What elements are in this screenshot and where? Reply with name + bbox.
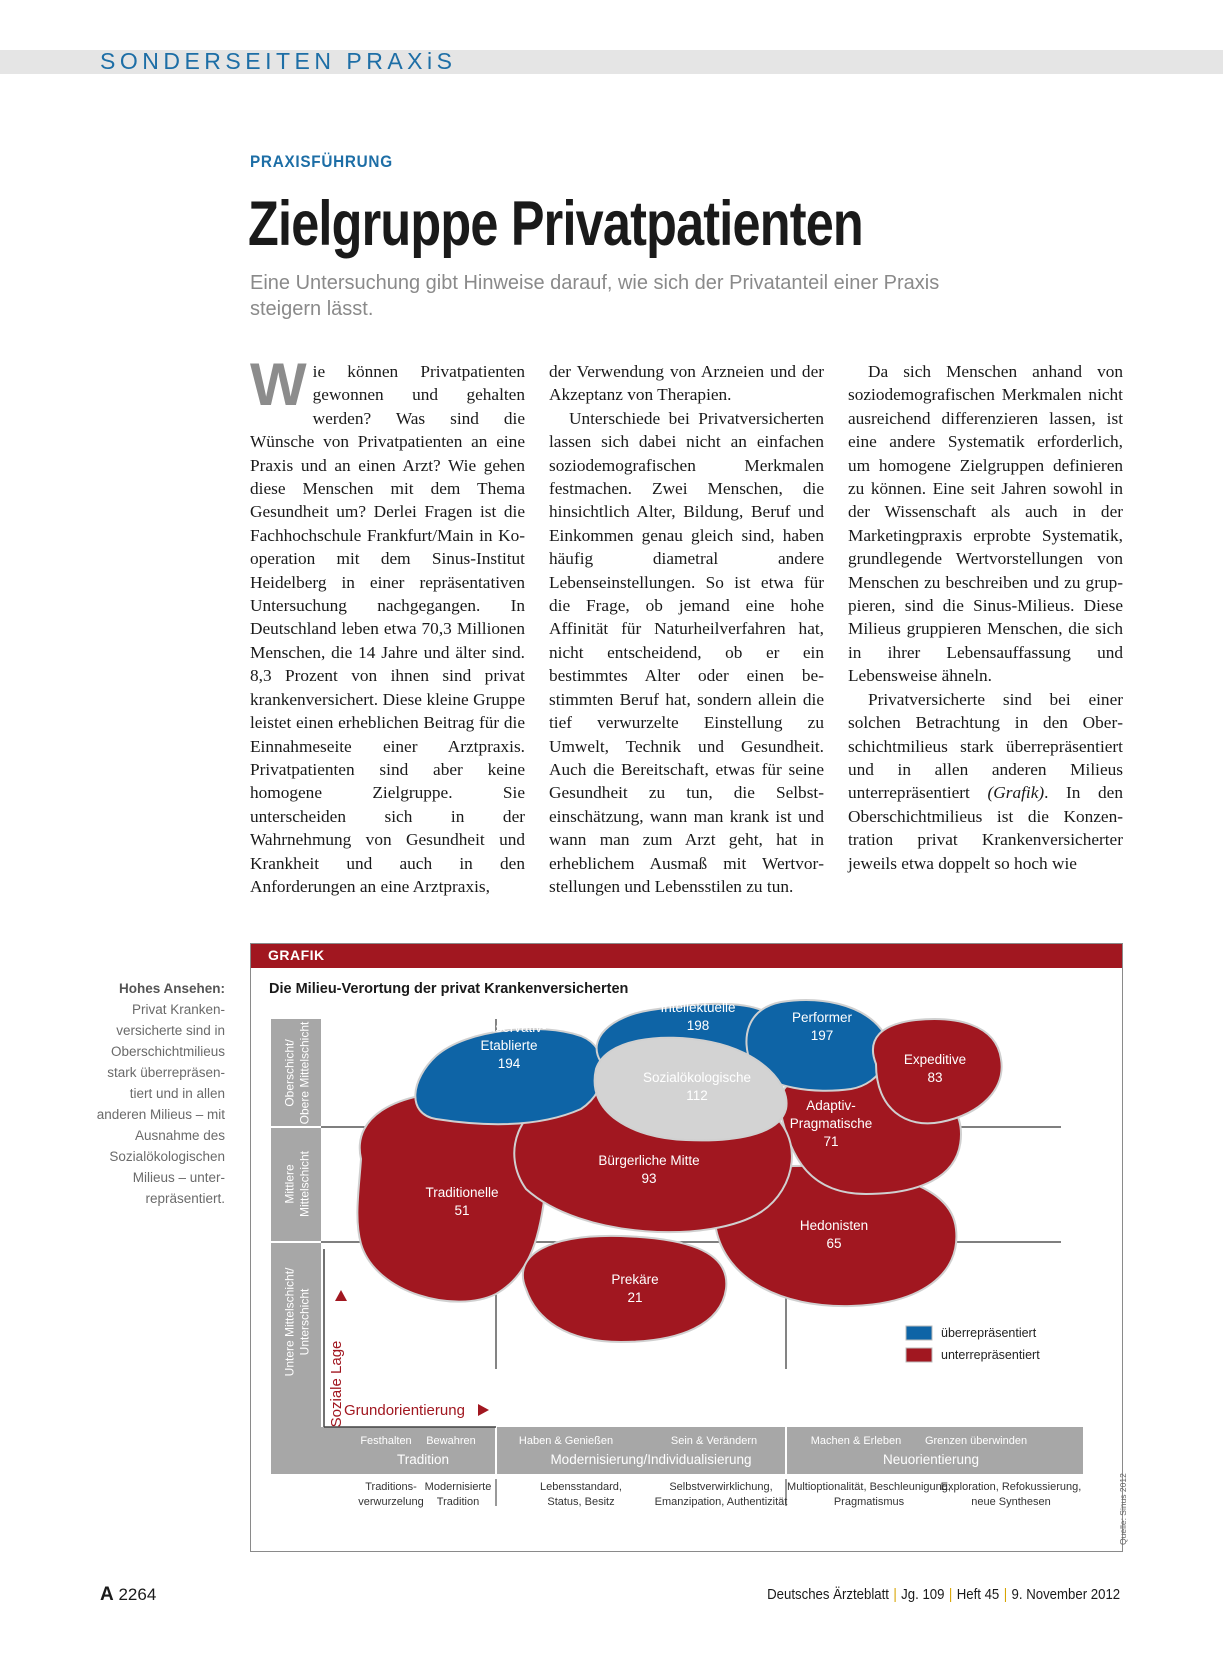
milieu-label: Konservativ-Etablierte	[471, 1020, 547, 1053]
x-sub-label: Sein & Verändern	[670, 1435, 758, 1447]
text-column-1	[250, 351, 525, 898]
article-title: Zielgruppe Privatpatienten	[248, 189, 863, 259]
y-axis-label-text: Soziale Lage	[328, 1340, 345, 1428]
milieu-chart	[251, 944, 1124, 1553]
paragraph: Unterschiede bei Privatversicherten lassen sich dabei nicht an einfachen soziodemografischen Merkmalen festmachen. Zwei Menschen, die hinsichtlich Alter, Bildung, Beruf und Einkommen genau gleich sind, haben häufig diametral andere Lebenseinstellungen. So ist etwa für die Frage, ob jemand eine hohe Affinität für Naturheilverfahren hat, nicht entscheidend, ob er ein bestimmtes Alter oder einen bestimmten Beruf hat, sondern allein die tief verwurzelte Einstellung zu Umwelt, Technik und Gesundheit. Auch die Bereitschaft, etwas für seine Gesundheit zu tun, die Selbsteinschätzung, wann man krank ist und wann man zum Arzt geht, hat in erheblichem Ausmaß mit Wertvorstellungen und Lebensstilen zu tun.	[549, 408, 824, 896]
y-axis-label	[328, 1341, 345, 1428]
journal-footer: Deutsches Ärzteblatt | Jg. 109 | Heft 45 | 9. November 2012	[767, 1586, 1120, 1603]
milieu-label: Sozialökologische	[642, 1070, 752, 1085]
x-axis-label: Grundorientierung	[344, 1402, 465, 1419]
article-lead: Eine Untersuchung gibt Hinweise darauf, wie sich der Privatanteil einer Praxis steigern lässt.	[250, 272, 940, 320]
x-desc-label: Exploration, Refokussierung, neue Synthesen	[940, 1481, 1082, 1508]
legend-label: überrepräsentiert	[941, 1326, 1037, 1340]
paragraph: Da sich Menschen anhand von soziodemografischen Merkmalen nicht ausreichend differenzieren lassen, ist eine andere Systematik erforderlich, um homogene Zielgruppen definieren zu können. Eine seit Jahren sowohl in der Wissenschaft als auch in der Marketingpraxis erprobte Systematik, grundlegende Wertvorstellungen von Menschen zu beschreiben und zu gruppieren, sind die Sinus-Milieus. Diese Milieus gruppieren Menschen, die sich in ihrer Lebensauffassung und Lebensweise ähneln.	[848, 362, 1123, 686]
x-sub-label: Grenzen überwinden	[924, 1435, 1028, 1447]
milieu-index: 194	[497, 1056, 521, 1071]
article-kicker: PRAXISFÜHRUNG	[250, 152, 393, 171]
milieu-index: 93	[641, 1171, 657, 1186]
figure-caption	[90, 978, 225, 1209]
paragraph-text: ie können Privatpatienten gewonnen und gehalten werden? Was sind die Wünsche von Privatpatienten an eine Praxis und an einen Arzt? Wie gehen diese Menschen mit dem Thema Gesundheit um? Derlei Fragen ist die Fachhochschule Frankfurt/Main in Kooperation mit dem Sinus-Institut Heidelberg in einer repräsentativen Untersuchung nachgegangen. In Deutschland leben etwa 70,3 Millionen Menschen, die 14 Jahre und älter sind. 8,3 Prozent von ihnen sind privat krankenversichert. Diese kleine Gruppe leistet einen erheblichen Beitrag für die Einnahmeseite einer Arztpraxis. Privatpatienten sind aber keine homogene Zielgruppe. Sie unterscheiden sich in der Wahrnehmung von Gesundheit und Krankheit und auch in den Anforderungen an eine Arztpraxis,	[250, 362, 525, 896]
x-desc-label: Traditions-verwurzelung	[358, 1481, 424, 1508]
x-group-label: Neuorientierung	[882, 1452, 980, 1467]
milieu-label: Performer	[791, 1010, 853, 1025]
caption-title: Hohes Ansehen:	[118, 981, 225, 996]
x-sub-label: Bewahren	[426, 1435, 476, 1447]
y-band-label-line: Unterschicht	[297, 1288, 312, 1356]
x-group-label: Modernisierung/Individualisierung	[550, 1452, 752, 1467]
paragraph	[250, 351, 525, 898]
x-desc-label: Lebensstandard, Status, Besitz	[540, 1481, 622, 1508]
x-desc-label: Modernisierte Tradition	[424, 1481, 492, 1508]
paragraph-text: Privatversicherte sind bei einer solchen Betrachtung in den Oberschichtmilieus stark überrepräsentiert und in allen anderen Milieus unterrepräsentiert	[848, 689, 1123, 803]
milieu-label: Expeditive	[903, 1052, 967, 1067]
milieu-index: 198	[686, 1018, 710, 1033]
graphic-title: Die Milieu-Verortung der privat Krankenversicherten	[269, 981, 629, 997]
section-title: SONDERSEITEN PRAXiS	[100, 48, 457, 74]
text-column-2	[549, 360, 824, 898]
y-band-label-line: Oberschicht/	[282, 1039, 297, 1107]
graphic-label: GRAFIK	[268, 947, 325, 963]
paragraph: der Verwendung von Arzneien und der Akzeptanz von Therapien.	[549, 362, 824, 405]
milieu-index: 65	[826, 1236, 842, 1251]
page-number-value: 2264	[118, 1585, 157, 1604]
y-band-label-line: Untere Mittelschicht/	[282, 1267, 297, 1377]
x-sub-label: Machen & Erleben	[810, 1435, 902, 1447]
x-desc-label: Multioptionalität, Beschleunigung, Pragmatismus	[787, 1481, 951, 1508]
y-band-label-line: Mittlere	[282, 1164, 297, 1204]
drop-cap: W	[250, 351, 307, 418]
milieu-label: Prekäre	[611, 1272, 659, 1287]
paragraph	[848, 688, 1123, 875]
text-column-3	[848, 360, 1123, 875]
page-prefix: A	[100, 1584, 114, 1605]
x-group-label: Tradition	[396, 1452, 450, 1467]
x-sub-label: Haben & Genießen	[518, 1435, 614, 1447]
milieu-index: 71	[823, 1134, 839, 1149]
milieu-index: 197	[810, 1028, 834, 1043]
journal-date: 9. November 2012	[1011, 1586, 1120, 1603]
milieu-label: Bürgerliche Mitte	[598, 1153, 700, 1168]
journal-name: Deutsches Ärzteblatt	[767, 1586, 889, 1603]
source-note: Quelle: Sinus 2012	[1118, 1473, 1128, 1545]
legend-label: unterrepräsentiert	[941, 1348, 1040, 1362]
milieu-label: Adaptiv-Pragmatische	[789, 1098, 873, 1131]
graphic-box	[250, 943, 1123, 1552]
y-band-label-line: Obere Mittelschicht	[297, 1021, 312, 1125]
journal-issue: Heft 45	[956, 1586, 1000, 1603]
milieu-index: 83	[927, 1070, 943, 1085]
x-sub-label: Festhalten	[360, 1435, 412, 1447]
figure-reference: (Grafik)	[987, 783, 1045, 803]
caption-text: Privat Krankenversicherte sind in Oberschichtmilieus stark überrepräsentiert und in allen anderen Milieus – mit Ausnahme des Sozialökologischen Milieus – unterrepräsentiert.	[96, 1002, 225, 1206]
milieu-label: Traditionelle	[425, 1185, 499, 1200]
journal-volume: Jg. 109	[901, 1586, 945, 1603]
legend-swatch	[906, 1348, 932, 1362]
milieu-index: 51	[454, 1203, 470, 1218]
legend-swatch	[906, 1326, 932, 1340]
milieu-index: 21	[627, 1290, 643, 1305]
y-band-label-line: Mittelschicht	[297, 1150, 312, 1218]
milieu-index: 112	[686, 1088, 708, 1103]
page-number	[100, 1584, 156, 1606]
paragraph-text: . In den Oberschichtmilieus ist die Konzentration privat Krankenversicherter jeweils etwa doppelt so hoch wie	[848, 783, 1123, 873]
milieu-label: Liberal-Intellektuelle	[660, 982, 736, 1015]
x-desc-label: Selbstverwirklichung, Emanzipation, Authentizität	[654, 1481, 788, 1508]
milieu-label: Hedonisten	[799, 1218, 869, 1233]
